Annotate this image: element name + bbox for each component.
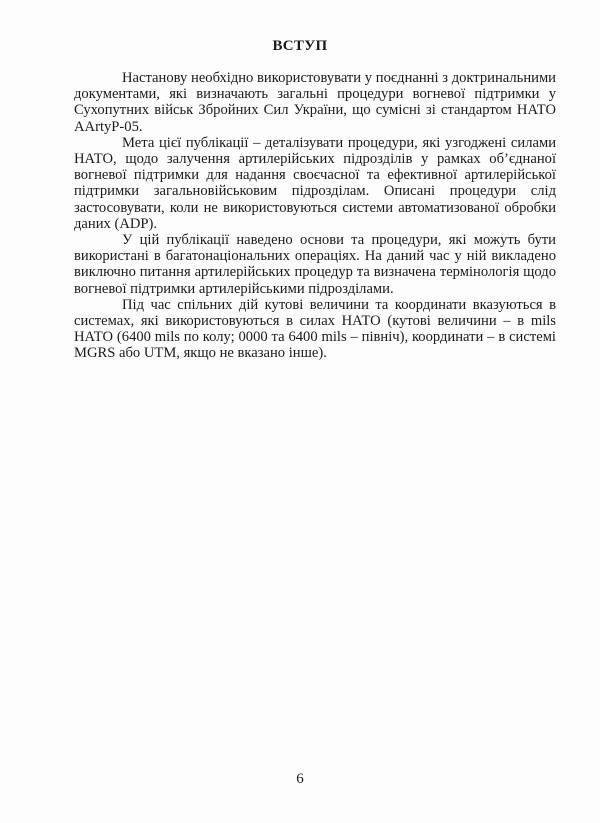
paragraph-1: Настанову необхідно використовувати у поєднанні з доктринальними документами, які визначають загальні процедури вогневої підтримки у Сухопутних військ Збройних Сил України, що сумісні зі стандартом НАТО AArtyP-05. — [74, 70, 556, 135]
paragraph-4: Під час спільних дій кутові величини та координати вказуються в системах, які використовуються в силах НАТО (кутові величини – в mils НАТО (6400 mils по колу; 0000 та 6400 mils – північ), координати – в системі MGRS або UTM, якщо не вказано інше). — [74, 296, 556, 362]
page-number: 6 — [296, 771, 304, 787]
paragraph-2: Мета цієї публікації – деталізувати процедури, які узгоджені силами НАТО, щодо залучення артилерійських підрозділів у рамках об’єднаної вогневої підтримки для надання своєчасної та ефективної артилерійської підтримки загальновійськовим підрозділам. Описані процедури слід застосовувати, коли не використовуються системи автоматизованої обробки даних (ADP). — [74, 134, 556, 232]
body-text — [74, 70, 556, 362]
paragraph-3: У цій публікації наведено основи та процедури, які можуть бути використані в багатонаціональних операціях. На даний час у ній викладено виключно питання артилерійських процедур та визначена термінологія щодо вогневої підтримки артилерійськими підрозділами. — [74, 232, 556, 297]
page-title: ВСТУП — [272, 38, 328, 54]
